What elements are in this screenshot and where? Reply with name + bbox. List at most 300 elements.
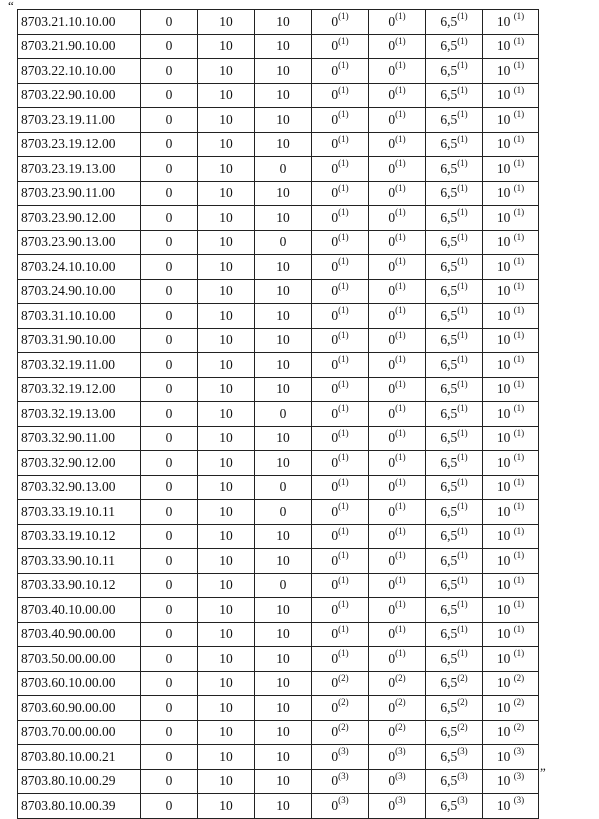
rate-cell-4: [312, 426, 369, 451]
cell-value: 10: [219, 699, 233, 715]
table-row: [18, 279, 539, 304]
rate-cell-2: [198, 745, 255, 770]
footnote-marker: (1): [513, 476, 525, 487]
rate-cell-5: [369, 451, 426, 476]
rate-cell-5: [369, 132, 426, 157]
cell-value: 0: [165, 699, 173, 715]
tariff-code-cell: [18, 108, 141, 133]
footnote-marker: (1): [457, 305, 468, 316]
footnote-marker: (2): [338, 721, 349, 732]
rate-cell-3: [255, 108, 312, 133]
cell-value: 8703.23.19.11.00: [21, 111, 115, 127]
rate-cell-2: [198, 671, 255, 696]
tariff-code-cell: [18, 745, 141, 770]
rate-cell-3: [255, 451, 312, 476]
cell-value: 8703.33.19.10.11: [21, 503, 115, 519]
tariff-code-cell: [18, 475, 141, 500]
rate-cell-2: [198, 83, 255, 108]
cell-value: 0: [331, 13, 339, 29]
closing-quote: ”: [540, 765, 546, 780]
cell-value: 0: [388, 699, 396, 715]
rate-cell-5: [369, 647, 426, 672]
footnote-marker: (1): [395, 452, 406, 463]
footnote-marker: (1): [513, 207, 525, 218]
tariff-code-cell: [18, 132, 141, 157]
cell-value: 0: [165, 258, 173, 274]
footnote-marker: (1): [513, 280, 525, 291]
cell-value: 0: [388, 332, 396, 348]
rate-cell-7: [483, 181, 539, 206]
footnote-marker: (1): [513, 231, 525, 242]
footnote-marker: (3): [457, 770, 468, 781]
rate-cell-3: [255, 328, 312, 353]
rate-cell-2: [198, 255, 255, 280]
footnote-marker: (1): [395, 378, 406, 389]
cell-value: 0: [331, 748, 339, 764]
table-row: [18, 769, 539, 794]
footnote-marker: (1): [457, 84, 468, 95]
rate-cell-6: [426, 720, 483, 745]
cell-value: 0: [331, 528, 339, 544]
tariff-code-cell: [18, 377, 141, 402]
footnote-marker: (3): [513, 795, 525, 806]
footnote-marker: (1): [513, 60, 525, 71]
cell-value: 10: [496, 503, 514, 519]
cell-value: 0: [388, 577, 396, 593]
cell-value: 8703.60.10.00.00: [21, 675, 116, 691]
rate-cell-1: [141, 598, 198, 623]
cell-value: 0: [165, 283, 173, 299]
tariff-code-cell: [18, 157, 141, 182]
footnote-marker: (1): [338, 329, 349, 340]
cell-value: 0: [165, 332, 173, 348]
rate-cell-5: [369, 34, 426, 59]
cell-value: 10: [496, 185, 514, 201]
rate-cell-4: [312, 34, 369, 59]
rate-cell-1: [141, 108, 198, 133]
cell-value: 6,5: [440, 258, 458, 274]
footnote-marker: (1): [457, 403, 468, 414]
cell-value: 10: [496, 724, 514, 740]
rate-cell-7: [483, 573, 539, 598]
cell-value: 8703.23.90.12.00: [21, 209, 116, 225]
cell-value: 0: [388, 503, 396, 519]
table-row: [18, 696, 539, 721]
cell-value: 10: [219, 209, 233, 225]
rate-cell-3: [255, 157, 312, 182]
rate-cell-7: [483, 230, 539, 255]
cell-value: 10: [276, 307, 290, 323]
rate-cell-4: [312, 451, 369, 476]
cell-value: 0: [331, 724, 339, 740]
cell-value: 0: [331, 62, 339, 78]
cell-value: 0: [388, 160, 396, 176]
rate-cell-2: [198, 377, 255, 402]
cell-value: 0: [165, 356, 173, 372]
cell-value: 6,5: [440, 479, 458, 495]
cell-value: 10: [276, 552, 290, 568]
rate-cell-5: [369, 500, 426, 525]
cell-value: 10: [496, 87, 514, 103]
rate-cell-2: [198, 573, 255, 598]
table-row: [18, 83, 539, 108]
cell-value: 10: [219, 577, 233, 593]
cell-value: 10: [276, 528, 290, 544]
cell-value: 10: [496, 773, 514, 789]
cell-value: 0: [331, 283, 339, 299]
cell-value: 10: [219, 773, 233, 789]
rate-cell-4: [312, 500, 369, 525]
footnote-marker: (1): [395, 329, 406, 340]
footnote-marker: (1): [513, 354, 525, 365]
rate-cell-1: [141, 377, 198, 402]
footnote-marker: (1): [513, 158, 525, 169]
footnote-marker: (1): [338, 109, 349, 120]
footnote-marker: (1): [457, 207, 468, 218]
footnote-marker: (1): [338, 84, 349, 95]
cell-value: 0: [331, 136, 339, 152]
cell-value: 6,5: [440, 797, 458, 813]
footnote-marker: (1): [457, 133, 468, 144]
cell-value: 0: [388, 62, 396, 78]
cell-value: 10: [219, 283, 233, 299]
footnote-marker: (3): [338, 795, 349, 806]
rate-cell-6: [426, 279, 483, 304]
cell-value: 10: [496, 283, 514, 299]
cell-value: 0: [165, 479, 173, 495]
cell-value: 6,5: [440, 283, 458, 299]
rate-cell-5: [369, 181, 426, 206]
footnote-marker: (2): [338, 672, 349, 683]
cell-value: 0: [331, 552, 339, 568]
rate-cell-6: [426, 696, 483, 721]
rate-cell-3: [255, 720, 312, 745]
rate-cell-5: [369, 304, 426, 329]
cell-value: 10: [496, 258, 514, 274]
footnote-marker: (1): [457, 648, 468, 659]
cell-value: 10: [276, 724, 290, 740]
rate-cell-6: [426, 206, 483, 231]
table-row: [18, 745, 539, 770]
cell-value: 8703.32.19.11.00: [21, 356, 115, 372]
cell-value: 0: [165, 797, 173, 813]
rate-cell-5: [369, 83, 426, 108]
cell-value: 10: [219, 111, 233, 127]
rate-cell-6: [426, 524, 483, 549]
cell-value: 8703.80.10.00.29: [21, 773, 116, 789]
rate-cell-7: [483, 377, 539, 402]
rate-cell-6: [426, 108, 483, 133]
footnote-marker: (1): [457, 231, 468, 242]
cell-value: 10: [496, 626, 514, 642]
footnote-marker: (1): [395, 525, 406, 536]
cell-value: 10: [496, 307, 514, 323]
cell-value: 10: [276, 748, 290, 764]
cell-value: 10: [219, 38, 233, 54]
footnote-marker: (1): [513, 84, 525, 95]
cell-value: 0: [388, 13, 396, 29]
rate-cell-1: [141, 230, 198, 255]
footnote-marker: (1): [457, 427, 468, 438]
cell-value: 0: [388, 601, 396, 617]
rate-cell-6: [426, 598, 483, 623]
cell-value: 0: [165, 405, 173, 421]
cell-value: 6,5: [440, 528, 458, 544]
footnote-marker: (1): [513, 11, 525, 22]
footnote-marker: (1): [513, 525, 525, 536]
footnote-marker: (1): [513, 378, 525, 389]
cell-value: 0: [388, 797, 396, 813]
footnote-marker: (1): [457, 280, 468, 291]
table-row: [18, 598, 539, 623]
tariff-code-cell: [18, 328, 141, 353]
rate-cell-3: [255, 671, 312, 696]
cell-value: 0: [331, 332, 339, 348]
footnote-marker: (1): [395, 133, 406, 144]
rate-cell-6: [426, 573, 483, 598]
footnote-marker: (3): [338, 770, 349, 781]
cell-value: 0: [165, 626, 173, 642]
rate-cell-7: [483, 720, 539, 745]
cell-value: 8703.80.10.00.39: [21, 797, 116, 813]
footnote-marker: (1): [338, 599, 349, 610]
rate-cell-2: [198, 279, 255, 304]
cell-value: 0: [279, 405, 287, 421]
cell-value: 0: [388, 283, 396, 299]
cell-value: 8703.22.10.10.00: [21, 62, 116, 78]
cell-value: 0: [331, 430, 339, 446]
cell-value: 6,5: [440, 675, 458, 691]
cell-value: 10: [219, 479, 233, 495]
cell-value: 0: [331, 773, 339, 789]
cell-value: 0: [331, 111, 339, 127]
table-row: [18, 157, 539, 182]
cell-value: 0: [331, 258, 339, 274]
rate-cell-6: [426, 549, 483, 574]
cell-value: 10: [496, 234, 514, 250]
rate-cell-7: [483, 451, 539, 476]
rate-cell-4: [312, 132, 369, 157]
footnote-marker: (1): [457, 158, 468, 169]
rate-cell-4: [312, 549, 369, 574]
cell-value: 6,5: [440, 38, 458, 54]
footnote-marker: (1): [513, 574, 525, 585]
cell-value: 10: [276, 136, 290, 152]
cell-value: 8703.32.90.11.00: [21, 430, 115, 446]
cell-value: 10: [219, 601, 233, 617]
rate-cell-3: [255, 573, 312, 598]
tariff-table-body: [18, 10, 539, 819]
rate-cell-1: [141, 769, 198, 794]
table-row: [18, 59, 539, 84]
rate-cell-1: [141, 353, 198, 378]
footnote-marker: (1): [395, 11, 406, 22]
rate-cell-7: [483, 745, 539, 770]
rate-cell-1: [141, 402, 198, 427]
cell-value: 0: [388, 430, 396, 446]
cell-value: 0: [388, 552, 396, 568]
rate-cell-5: [369, 279, 426, 304]
cell-value: 0: [388, 111, 396, 127]
rate-cell-1: [141, 720, 198, 745]
cell-value: 6,5: [440, 773, 458, 789]
rate-cell-2: [198, 696, 255, 721]
cell-value: 10: [276, 38, 290, 54]
footnote-marker: (1): [395, 427, 406, 438]
table-row: [18, 10, 539, 35]
cell-value: 0: [388, 234, 396, 250]
footnote-marker: (1): [457, 354, 468, 365]
footnote-marker: (1): [513, 305, 525, 316]
footnote-marker: (1): [338, 574, 349, 585]
cell-value: 0: [331, 405, 339, 421]
footnote-marker: (1): [395, 60, 406, 71]
footnote-marker: (1): [513, 550, 525, 561]
cell-value: 10: [276, 87, 290, 103]
footnote-marker: (1): [395, 256, 406, 267]
rate-cell-6: [426, 377, 483, 402]
cell-value: 10: [219, 454, 233, 470]
rate-cell-6: [426, 328, 483, 353]
rate-cell-2: [198, 524, 255, 549]
footnote-marker: (1): [338, 305, 349, 316]
rate-cell-3: [255, 132, 312, 157]
cell-value: 10: [219, 724, 233, 740]
cell-value: 8703.31.10.10.00: [21, 307, 116, 323]
footnote-marker: (1): [338, 158, 349, 169]
footnote-marker: (1): [395, 231, 406, 242]
rate-cell-2: [198, 132, 255, 157]
cell-value: 0: [165, 381, 173, 397]
cell-value: 8703.31.90.10.00: [21, 332, 116, 348]
table-row: [18, 34, 539, 59]
footnote-marker: (3): [395, 746, 406, 757]
table-row: [18, 647, 539, 672]
cell-value: 8703.50.00.00.00: [21, 650, 116, 666]
rate-cell-1: [141, 671, 198, 696]
rate-cell-3: [255, 402, 312, 427]
footnote-marker: (1): [338, 11, 349, 22]
cell-value: 0: [165, 13, 173, 29]
footnote-marker: (3): [513, 770, 525, 781]
cell-value: 6,5: [440, 185, 458, 201]
cell-value: 6,5: [440, 552, 458, 568]
opening-quote: “: [8, 0, 14, 13]
footnote-marker: (1): [457, 599, 468, 610]
rate-cell-3: [255, 255, 312, 280]
rate-cell-1: [141, 255, 198, 280]
table-row: [18, 475, 539, 500]
cell-value: 10: [496, 332, 514, 348]
rate-cell-5: [369, 573, 426, 598]
rate-cell-6: [426, 255, 483, 280]
cell-value: 8703.23.90.13.00: [21, 234, 116, 250]
rate-cell-2: [198, 769, 255, 794]
rate-cell-1: [141, 59, 198, 84]
rate-cell-6: [426, 59, 483, 84]
rate-cell-5: [369, 426, 426, 451]
rate-cell-6: [426, 500, 483, 525]
cell-value: 10: [496, 797, 514, 813]
cell-value: 10: [276, 797, 290, 813]
cell-value: 10: [219, 675, 233, 691]
rate-cell-2: [198, 794, 255, 819]
footnote-marker: (1): [513, 501, 525, 512]
rate-cell-4: [312, 10, 369, 35]
rate-cell-4: [312, 794, 369, 819]
footnote-marker: (1): [395, 354, 406, 365]
cell-value: 0: [331, 797, 339, 813]
cell-value: 8703.24.90.10.00: [21, 283, 116, 299]
footnote-marker: (1): [395, 476, 406, 487]
table-row: [18, 181, 539, 206]
footnote-marker: (1): [395, 305, 406, 316]
cell-value: 0: [165, 724, 173, 740]
rate-cell-5: [369, 206, 426, 231]
rate-cell-2: [198, 720, 255, 745]
footnote-marker: (1): [457, 35, 468, 46]
cell-value: 0: [331, 160, 339, 176]
cell-value: 10: [496, 454, 514, 470]
tariff-code-cell: [18, 279, 141, 304]
rate-cell-7: [483, 426, 539, 451]
cell-value: 10: [219, 650, 233, 666]
rate-cell-2: [198, 500, 255, 525]
rate-cell-3: [255, 304, 312, 329]
footnote-marker: (1): [513, 623, 525, 634]
rate-cell-5: [369, 769, 426, 794]
rate-cell-7: [483, 549, 539, 574]
cell-value: 8703.40.10.00.00: [21, 601, 116, 617]
footnote-marker: (1): [338, 403, 349, 414]
footnote-marker: (1): [338, 452, 349, 463]
cell-value: 10: [219, 258, 233, 274]
rate-cell-4: [312, 573, 369, 598]
cell-value: 10: [219, 13, 233, 29]
rate-cell-6: [426, 745, 483, 770]
rate-cell-1: [141, 794, 198, 819]
cell-value: 0: [331, 650, 339, 666]
cell-value: 0: [279, 479, 287, 495]
cell-value: 0: [388, 650, 396, 666]
cell-value: 6,5: [440, 699, 458, 715]
tariff-code-cell: [18, 598, 141, 623]
tariff-code-cell: [18, 353, 141, 378]
footnote-marker: (1): [457, 452, 468, 463]
rate-cell-4: [312, 671, 369, 696]
footnote-marker: (1): [457, 11, 468, 22]
table-row: [18, 426, 539, 451]
footnote-marker: (1): [395, 403, 406, 414]
rate-cell-4: [312, 622, 369, 647]
rate-cell-7: [483, 769, 539, 794]
rate-cell-6: [426, 34, 483, 59]
cell-value: 8703.23.19.12.00: [21, 136, 116, 152]
rate-cell-7: [483, 622, 539, 647]
rate-cell-4: [312, 745, 369, 770]
rate-cell-4: [312, 475, 369, 500]
cell-value: 10: [219, 381, 233, 397]
rate-cell-2: [198, 157, 255, 182]
tariff-code-cell: [18, 181, 141, 206]
cell-value: 10: [496, 111, 514, 127]
cell-value: 8703.80.10.00.21: [21, 748, 116, 764]
rate-cell-4: [312, 720, 369, 745]
cell-value: 0: [279, 503, 287, 519]
rate-cell-3: [255, 622, 312, 647]
footnote-marker: (1): [395, 574, 406, 585]
rate-cell-1: [141, 696, 198, 721]
